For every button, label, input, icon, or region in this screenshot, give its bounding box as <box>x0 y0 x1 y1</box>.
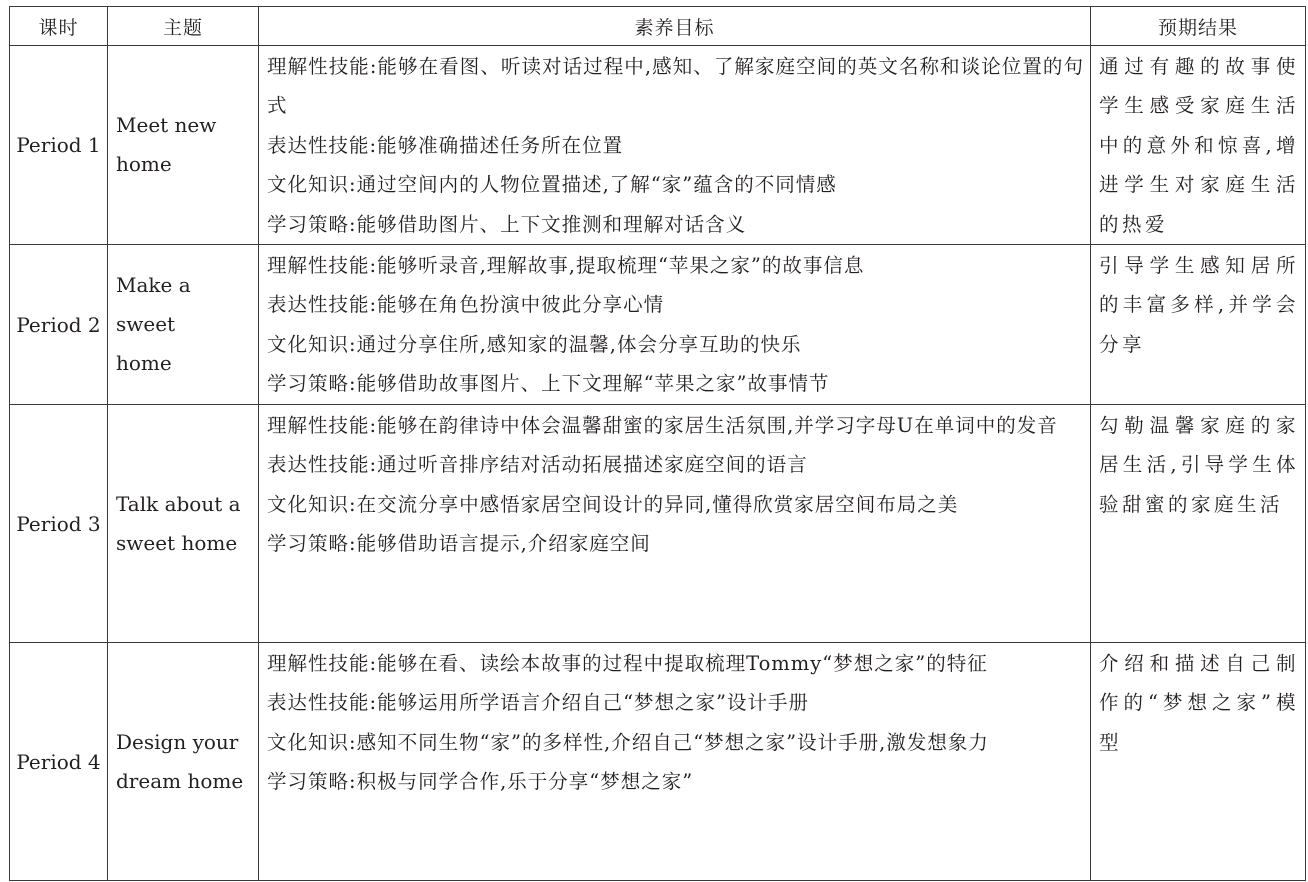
topic-line: Design your <box>116 729 239 754</box>
table-row <box>10 643 1306 881</box>
topic-line: Make a sweet <box>116 273 191 337</box>
table-row <box>10 405 1306 643</box>
goal-strategy: 学习策略:积极与同学合作,乐于分享“梦想之家” <box>267 770 694 794</box>
goal-understanding: 理解性技能:能够听录音,理解故事,提取梳理“苹果之家”的故事信息 <box>267 254 865 278</box>
result-cell: 通过有趣的故事使学生感受家庭生活中的意外和惊喜,增进学生对家庭生活的热爱 <box>1091 46 1306 245</box>
topic-cell <box>108 405 259 643</box>
goals-cell <box>259 643 1091 881</box>
topic-line: dream home <box>116 768 244 793</box>
result-cell: 勾勒温馨家庭的家居生活,引导学生体验甜蜜的家庭生活 <box>1091 405 1306 643</box>
goal-culture: 文化知识:通过空间内的人物位置描述,了解“家”蕴含的不同情感 <box>267 173 837 197</box>
goal-expression: 表达性技能:能够在角色扮演中彼此分享心情 <box>267 293 665 317</box>
goal-expression: 表达性技能:通过听音排序结对活动拓展描述家庭空间的语言 <box>267 453 808 477</box>
topic-line: sweet home <box>116 530 238 555</box>
goal-strategy: 学习策略:能够借助语言提示,介绍家庭空间 <box>267 532 651 556</box>
goal-understanding: 理解性技能:能够在看图、听读对话过程中,感知、了解家庭空间的英文名称和谈论位置的句式 <box>267 55 1084 118</box>
header-goals: 素养目标 <box>259 7 1091 46</box>
table-row <box>10 46 1306 245</box>
goal-understanding: 理解性技能:能够在韵律诗中体会温馨甜蜜的家居生活氛围,并学习字母U在单词中的发音 <box>267 414 1058 438</box>
goal-understanding: 理解性技能:能够在看、读绘本故事的过程中提取梳理Tommy“梦想之家”的特征 <box>267 652 988 676</box>
topic-line: Talk about a <box>116 491 241 516</box>
goal-culture: 文化知识:感知不同生物“家”的多样性,介绍自己“梦想之家”设计手册,激发想象力 <box>267 730 989 754</box>
table-row <box>10 245 1306 405</box>
goals-cell <box>259 245 1091 405</box>
goal-culture: 文化知识:在交流分享中感悟家居空间设计的异同,懂得欣赏家居空间布局之美 <box>267 492 959 516</box>
period-cell: Period 1 <box>10 46 108 245</box>
period-cell: Period 2 <box>10 245 108 405</box>
goal-culture: 文化知识:通过分享住所,感知家的温馨,体会分享互助的快乐 <box>267 332 802 356</box>
goal-strategy: 学习策略:能够借助故事图片、上下文理解“苹果之家”故事情节 <box>267 372 830 396</box>
header-result: 预期结果 <box>1091 7 1306 46</box>
goals-cell <box>259 46 1091 245</box>
goal-strategy: 学习策略:能够借助图片、上下文推测和理解对话含义 <box>267 212 747 236</box>
result-cell: 引导学生感知居所的丰富多样,并学会分享 <box>1091 245 1306 405</box>
goal-expression: 表达性技能:能够准确描述任务所在位置 <box>267 133 624 157</box>
period-cell: Period 4 <box>10 643 108 881</box>
lesson-plan-table <box>9 6 1306 881</box>
topic-cell <box>108 245 259 405</box>
topic-line: home <box>116 152 172 177</box>
header-period: 课时 <box>10 7 108 46</box>
goals-cell <box>259 405 1091 643</box>
period-cell: Period 3 <box>10 405 108 643</box>
header-topic: 主题 <box>108 7 259 46</box>
table-header-row <box>10 7 1306 46</box>
topic-cell <box>108 643 259 881</box>
result-cell: 介绍和描述自己制作的“梦想之家”模型 <box>1091 643 1306 881</box>
topic-line: home <box>116 351 172 376</box>
topic-line: Meet new <box>116 113 217 138</box>
topic-cell <box>108 46 259 245</box>
goal-expression: 表达性技能:能够运用所学语言介绍自己“梦想之家”设计手册 <box>267 691 810 715</box>
